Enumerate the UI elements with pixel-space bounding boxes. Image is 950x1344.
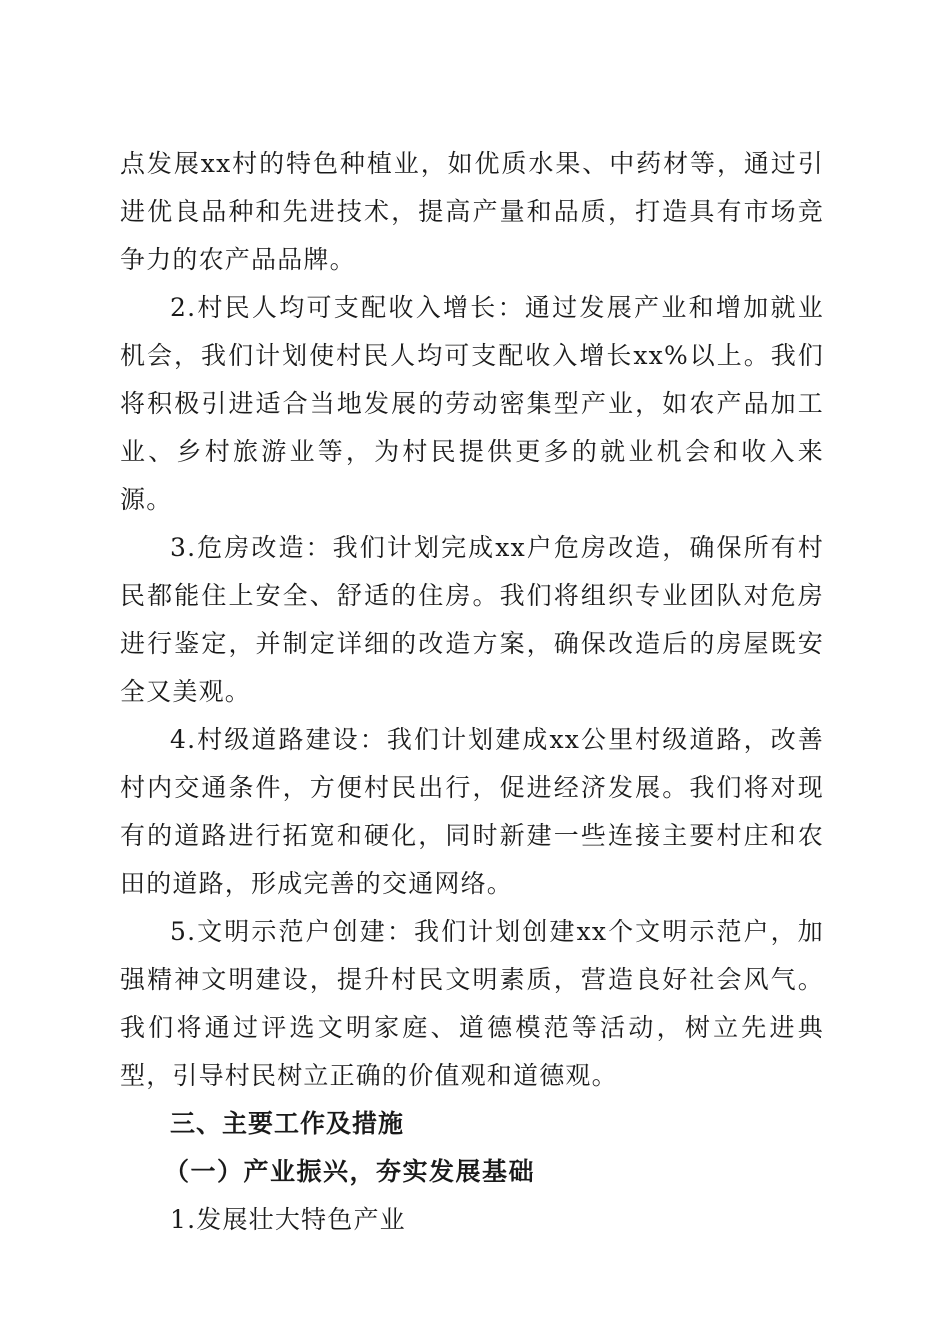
paragraph-civilized-households: 5.文明示范户创建：我们计划创建xx个文明示范户，加强精神文明建设，提升村民文明素质，营造良好社会风气。我们将通过评选文明家庭、道德模范等活动，树立先进典型，引导村民树立正确的价值观和道德观。	[120, 917, 824, 1090]
subsection-heading: （一）产业振兴，夯实发展基础	[164, 1157, 536, 1186]
section-heading: 三、主要工作及措施	[170, 1109, 405, 1138]
item-heading: 1.发展壮大特色产业	[170, 1205, 406, 1234]
paragraph-road-construction: 4.村级道路建设：我们计划建成xx公里村级道路，改善村内交通条件，方便村民出行，促进经济发展。我们将对现有的道路进行拓宽和硬化，同时新建一些连接主要村庄和农田的道路，形成完善的交通网络。	[120, 725, 824, 898]
paragraph-continued: 点发展xx村的特色种植业，如优质水果、中药材等，通过引进优良品种和先进技术，提高产量和品质，打造具有市场竞争力的农产品品牌。	[120, 149, 824, 274]
paragraph-housing-renovation: 3.危房改造：我们计划完成xx户危房改造，确保所有村民都能住上安全、舒适的住房。我们将组织专业团队对危房进行鉴定，并制定详细的改造方案，确保改造后的房屋既安全又美观。	[120, 533, 824, 706]
paragraph-income-growth: 2.村民人均可支配收入增长：通过发展产业和增加就业机会，我们计划使村民人均可支配收入增长xx%以上。我们将积极引进适合当地发展的劳动密集型产业，如农产品加工业、乡村旅游业等，为村民提供更多的就业机会和收入来源。	[120, 293, 824, 514]
document-body	[120, 140, 824, 1244]
